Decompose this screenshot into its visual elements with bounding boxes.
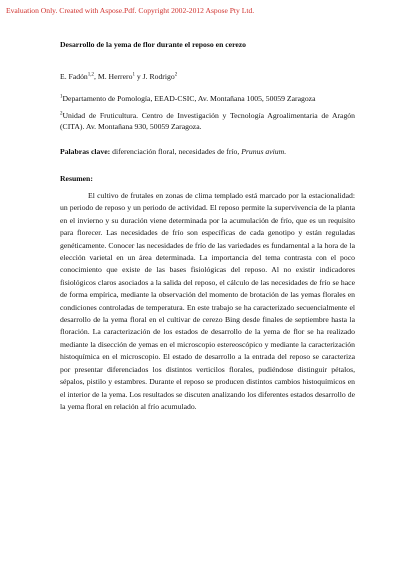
abstract-heading: Resumen: [60,174,93,183]
keywords-text: diferenciación floral, necesidades de frío, [110,147,242,156]
affiliation-text: Unidad de Fruticultura. Centro de Investigación y Tecnología Agroalimentaria de Aragón (CITA). Av. Montañana 930, 50059 Zaragoza. [60,111,355,131]
author-separator: y [134,72,143,81]
keywords-label: Palabras clave: [60,147,111,156]
keywords [60,147,355,157]
evaluation-watermark: Evaluation Only. Created with Aspose.Pdf. Copyright 2002-2012 Aspose Pty Ltd. [6,6,255,15]
abstract-body: El cultivo de frutales en zonas de clima templado está marcado por la estacionalidad: un periodo de reposo y un periodo de actividad. El reposo permite la supervivencia de la planta en el invierno y su duración viene determinada por la acumulación de frío, que es un requisito para florecer. Las necesidades de frío son específicas de cada genotipo y están reguladas genéticamente. Conocer las necesidades de frío de las variedades es fundamental a la hora de la elección varietal en un área determinada. La importancia del tema contrasta con el poco conocimiento que existe de las bases fisiológicas del reposo. Al no existir indicadores fisiológicos claros asociados a la salida del reposo, el cálculo de las necesidades de frío se hace de forma empírica, mediante la observación del momento de brotación de las yemas florales en condiciones controladas de temperatura. En este trabajo se ha caracterizado secuencialmente el desarrollo de la yema floral en el cultivar de cerezo Bing desde finales de septiembre hasta la floración. La caracterización de los estados de desarrollo de la yema de flor se ha realizado mediante la disección de yemas en el microscopio estereoscópico y mediante la caracterización histoquímica en el microscopio. El estado de desarrollo a la entrada del reposo se caracteriza por presentar diferenciados los distintos verticilos florales, pudiéndose distinguir pétalos, sépalos, pistilo y estambres. Durante el reposo se producen distintos cambios histoquímicos en el interior de la yema. Los resultados se discuten analizando los diferentes estados desarrollo de la yema floral en relación al frío acumulado. [60,191,355,411]
author-affiliation-mark: 1 [132,72,135,78]
author-affiliation-mark: 1,2 [87,72,95,78]
paper-content [60,40,355,421]
affiliation-1 [60,93,355,104]
author-name: J. Rodrigo [142,72,175,81]
affiliation-text: Departamento de Pomología, EEAD-CSIC, Av. Montañana 1005, 50059 Zaragoza [62,94,316,103]
author-affiliation-mark: 2 [174,72,178,78]
paper-title: Desarrollo de la yema de flor durante el reposo en cerezo [60,40,247,49]
keywords-species: Prunus avium [241,147,285,156]
keywords-end: . [284,147,287,156]
author-separator: , [94,72,98,81]
affiliation-2 [60,110,355,132]
affiliation-mark: 1 [60,94,63,100]
affiliation-mark: 2 [60,111,63,117]
author-line [60,72,355,82]
author-name: E. Fadón [60,72,88,81]
author-name: M. Herrero [97,72,133,81]
